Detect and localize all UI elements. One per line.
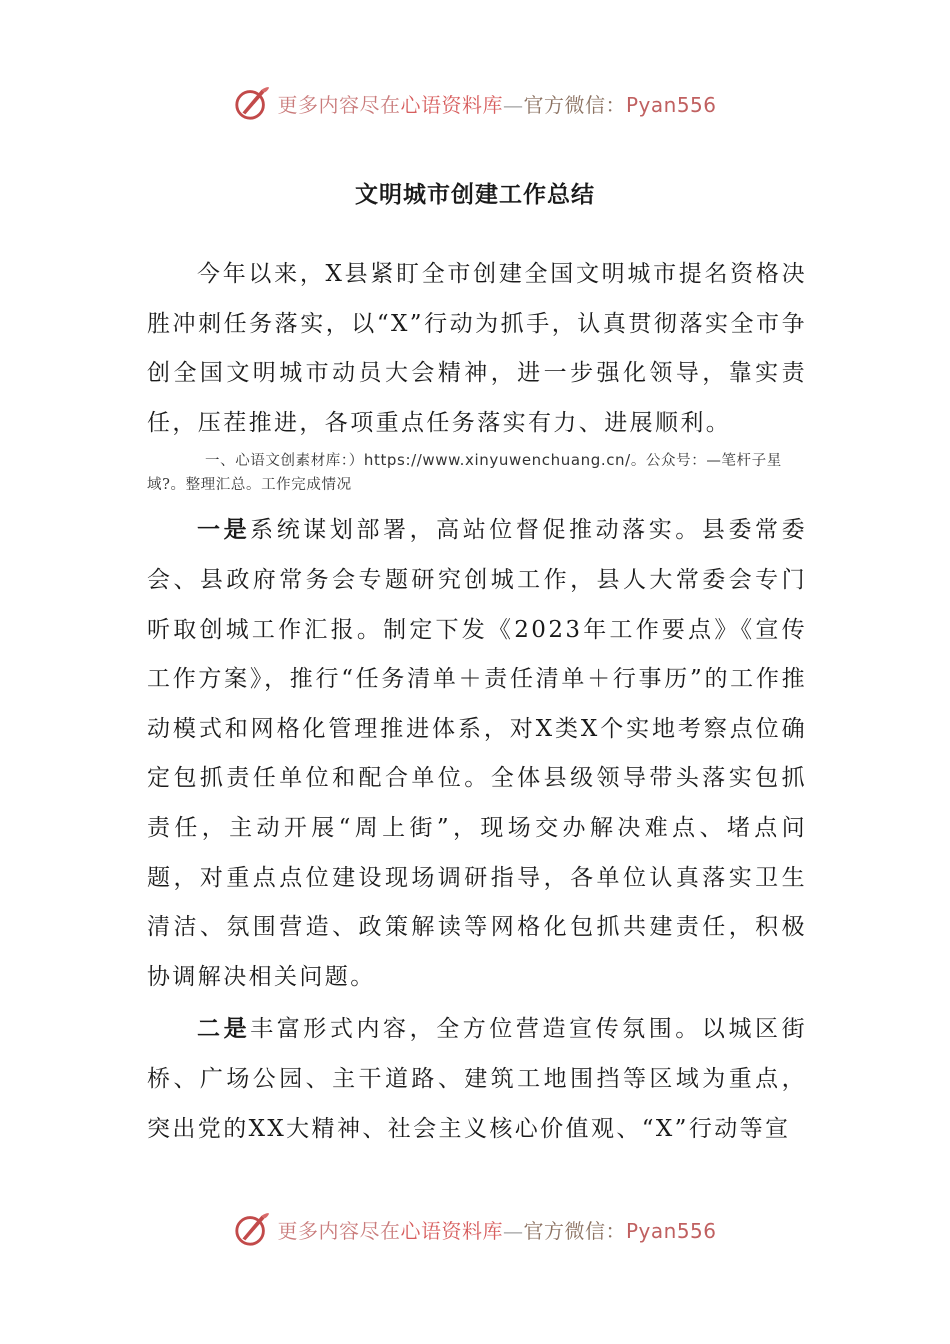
paragraph-one xyxy=(147,505,807,1002)
note-suffix: 。公众号：—笔杆子星域?。整理汇总。工作完成情况 xyxy=(147,453,782,494)
footer-watermark-banner xyxy=(0,1204,950,1254)
note-url: https://www.xinyuwenchuang.cn/ xyxy=(363,451,631,470)
document-title: 文明城市创建工作总结 xyxy=(355,181,595,208)
banner-wechat: Pyan556 xyxy=(625,1218,717,1243)
paragraph-one-text: 系统谋划部署，高站位督促推动落实。县委常委会、县政府常务会专题研究创城工作，县人大常委会专门听取创城工作汇报。制定下发《2023年工作要点》《宣传工作方案》，推行“任务清单＋责任清单＋行事历”的工作推动模式和网格化管理推进体系，对X类X个实地考察点位确定包抓责任单位和配合单位。全体县级领导带头落实包抓责任，主动开展“周上街”，现场交办解决难点、堵点问题，对重点点位建设现场调研指导，各单位认真落实卫生清洁、氛围营造、政策解读等网格化包抓共建责任，积极协调解决相关问题。 xyxy=(147,517,807,990)
banner-text xyxy=(277,1215,716,1244)
paragraph-two-lead: 二是 xyxy=(197,1015,251,1043)
note-prefix: 一、心语文创素材库：） xyxy=(205,453,364,470)
paragraph-one-lead: 一是 xyxy=(197,516,251,544)
banner-part1: 更多内容尽在 xyxy=(277,92,401,117)
header-watermark-banner xyxy=(0,78,950,128)
source-note xyxy=(147,448,807,497)
paragraph-two-text: 丰富形式内容，全方位营造宣传氛围。以城区街桥、广场公园、主干道路、建筑工地围挡等区域为重点，突出党的XX大精神、社会主义核心价值观、“X”行动等宣 xyxy=(147,1016,807,1142)
banner-part1: 更多内容尽在 xyxy=(277,1218,401,1243)
banner-wechat: Pyan556 xyxy=(625,92,717,117)
banner-part2: 心语资料库 xyxy=(400,92,503,117)
intro-paragraph: 今年以来，X县紧盯全市创建全国文明城市提名资格决胜冲刺任务落实，以“X”行动为抓手，认真贯彻落实全市争创全国文明城市动员大会精神，进一步强化领导，靠实责任，压茬推进，各项重点任务落实有力、进展顺利。 xyxy=(147,261,807,436)
banner-part3: 官方微信： xyxy=(523,1218,626,1243)
paragraph-two xyxy=(147,1004,807,1154)
quill-logo-icon xyxy=(233,1210,271,1248)
banner-text xyxy=(277,89,716,118)
quill-logo-icon xyxy=(233,84,271,122)
banner-dash: — xyxy=(502,1218,524,1243)
banner-dash: — xyxy=(502,92,524,117)
banner-part2: 心语资料库 xyxy=(400,1218,503,1243)
document-body xyxy=(147,250,807,1154)
banner-part3: 官方微信： xyxy=(523,92,626,117)
